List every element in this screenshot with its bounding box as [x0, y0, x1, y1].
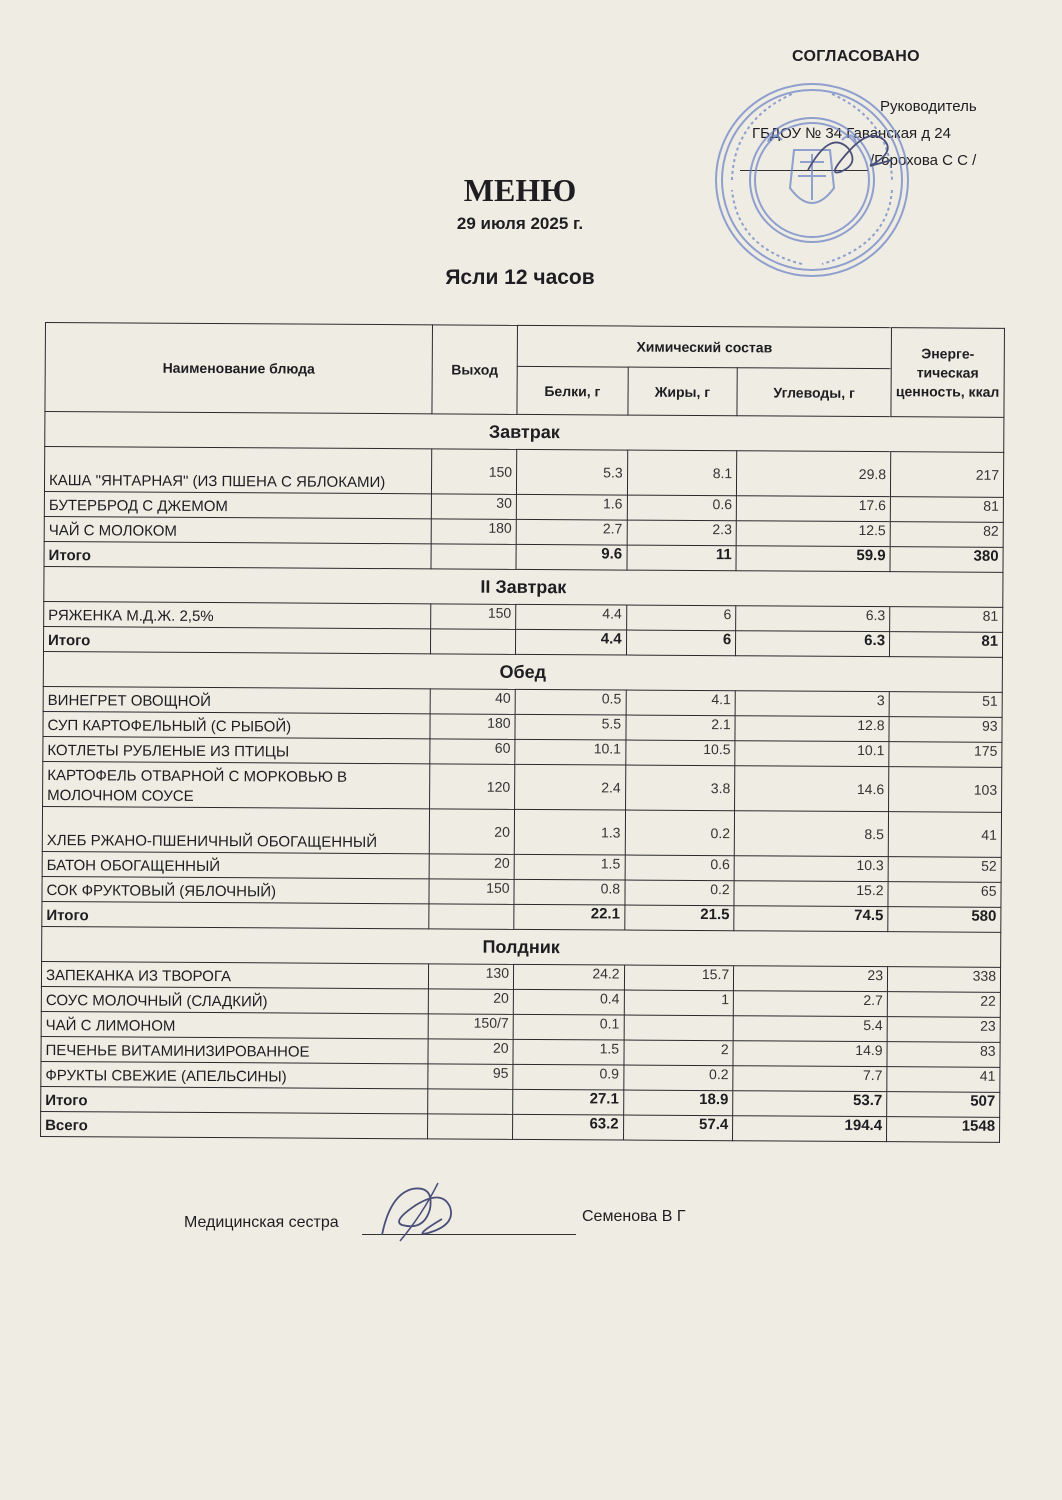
- dish-carbs: 7.7: [733, 1066, 887, 1092]
- dish-row: [42, 806, 1001, 857]
- total-protein: 4.4: [515, 629, 626, 655]
- total-energy: 507: [887, 1092, 1000, 1118]
- col-header-carbs: Углеводы, г: [737, 368, 891, 416]
- dish-carbs: 5.4: [733, 1016, 887, 1042]
- nurse-name: Семенова В Г: [582, 1208, 686, 1225]
- dish-carbs: 2.7: [733, 991, 887, 1017]
- col-header-yield: Выход: [432, 325, 518, 415]
- grand-total-carbs: 194.4: [733, 1116, 887, 1142]
- total-energy: 580: [888, 907, 1001, 933]
- dish-yield: 150: [429, 879, 514, 905]
- dish-fat: 1: [624, 990, 734, 1016]
- section-row: [44, 566, 1003, 607]
- grand-total-row: [41, 1111, 1000, 1142]
- col-header-fat: Жиры, г: [628, 368, 738, 416]
- dish-carbs: 10.3: [734, 856, 888, 882]
- grand-total-yield-empty: [428, 1114, 513, 1140]
- dish-carbs: 12.8: [735, 716, 889, 742]
- col-header-energy: Энерге- тическая ценность, ккал: [891, 328, 1005, 418]
- total-carbs: 6.3: [736, 631, 890, 657]
- total-yield-empty: [430, 629, 515, 655]
- dish-fat: 0.2: [625, 810, 735, 856]
- dish-fat: 10.5: [625, 740, 735, 766]
- head-position: Руководитель: [880, 98, 977, 115]
- dish-yield: 150: [431, 449, 516, 495]
- dish-fat: [624, 1015, 734, 1041]
- total-energy: 380: [890, 547, 1003, 573]
- total-label: Итого: [41, 1086, 428, 1113]
- grand-total-fat: 57.4: [623, 1115, 733, 1141]
- dish-carbs: 12.5: [736, 521, 890, 547]
- col-header-protein: Белки, г: [517, 367, 628, 415]
- dish-name: КАРТОФЕЛЬ ОТВАРНОЙ С МОРКОВЬЮ В МОЛОЧНОМ СОУСЕ: [43, 761, 430, 808]
- menu-table: [40, 322, 1005, 1143]
- dish-name: ЧАЙ С МОЛОКОМ: [44, 516, 431, 543]
- total-protein: 22.1: [514, 904, 625, 930]
- total-protein: 9.6: [516, 544, 627, 570]
- dish-energy: 93: [889, 717, 1002, 743]
- dish-carbs: 14.6: [735, 766, 889, 812]
- grand-total-energy: 1548: [887, 1117, 1000, 1143]
- dish-energy: 23: [887, 1017, 1000, 1043]
- dish-name: ПЕЧЕНЬЕ ВИТАМИНИЗИРОВАННОЕ: [41, 1036, 428, 1063]
- dish-energy: 51: [889, 692, 1002, 718]
- dish-protein: 2.4: [515, 764, 626, 810]
- dish-carbs: 17.6: [736, 496, 890, 522]
- group-name: Ясли 12 часов: [445, 266, 595, 289]
- dish-energy: 82: [890, 522, 1003, 548]
- total-fat: 11: [627, 545, 737, 571]
- section-title: Полдник: [42, 926, 1001, 967]
- menu-body: [41, 412, 1004, 1143]
- dish-protein: 1.5: [513, 1039, 624, 1065]
- col-header-chem: Химический состав: [517, 325, 891, 369]
- dish-carbs: 15.2: [734, 881, 888, 907]
- total-fat: 21.5: [624, 905, 734, 931]
- dish-yield: 20: [429, 854, 514, 880]
- dish-protein: 2.7: [516, 519, 627, 545]
- dish-fat: 4.1: [626, 690, 736, 716]
- dish-energy: 65: [888, 882, 1001, 908]
- total-fat: 18.9: [623, 1090, 733, 1116]
- dish-energy: 175: [889, 742, 1002, 768]
- dish-protein: 0.5: [515, 689, 626, 715]
- dish-fat: 3.8: [625, 765, 735, 811]
- dish-fat: 0.6: [627, 495, 737, 521]
- total-fat: 6: [626, 630, 736, 656]
- dish-name: КАША "ЯНТАРНАЯ" (ИЗ ПШЕНА С ЯБЛОКАМИ): [44, 447, 431, 494]
- dish-row: [43, 761, 1002, 812]
- dish-name: СОУС МОЛОЧНЫЙ (СЛАДКИЙ): [41, 986, 428, 1013]
- dish-energy: 103: [889, 767, 1002, 813]
- dish-yield: 60: [430, 739, 515, 765]
- section-row: [42, 926, 1001, 967]
- section-title: Обед: [43, 651, 1002, 692]
- dish-fat: 15.7: [624, 965, 734, 991]
- dish-yield: 120: [430, 764, 515, 810]
- approval-label: СОГЛАСОВАНО: [792, 48, 920, 65]
- head-name: /Горохова С С /: [870, 152, 977, 169]
- dish-name: КОТЛЕТЫ РУБЛЕНЫЕ ИЗ ПТИЦЫ: [43, 736, 430, 763]
- total-label: Итого: [42, 901, 429, 928]
- dish-name: РЯЖЕНКА М.Д.Ж. 2,5%: [44, 601, 431, 628]
- dish-protein: 0.8: [514, 879, 625, 905]
- dish-carbs: 8.5: [734, 811, 888, 857]
- dish-carbs: 23: [734, 966, 888, 992]
- dish-yield: 130: [428, 964, 513, 990]
- dish-carbs: 29.8: [737, 451, 891, 497]
- total-carbs: 59.9: [736, 546, 890, 572]
- dish-protein: 0.4: [513, 989, 624, 1015]
- total-label: Итого: [44, 541, 431, 568]
- dish-fat: 0.6: [625, 855, 735, 881]
- total-carbs: 74.5: [734, 906, 888, 932]
- dish-yield: 95: [428, 1064, 513, 1090]
- dish-carbs: 6.3: [736, 606, 890, 632]
- dish-name: ЧАЙ С ЛИМОНОМ: [41, 1011, 428, 1038]
- dish-fat: 0.2: [625, 880, 735, 906]
- dish-yield: 20: [429, 809, 514, 855]
- dish-energy: 52: [888, 857, 1001, 883]
- dish-protein: 0.9: [513, 1064, 624, 1090]
- dish-fat: 2.3: [627, 520, 737, 546]
- dish-energy: 83: [887, 1042, 1000, 1068]
- dish-protein: 1.6: [516, 494, 627, 520]
- dish-protein: 10.1: [515, 739, 626, 765]
- dish-protein: 0.1: [513, 1014, 624, 1040]
- section-title: Завтрак: [45, 412, 1004, 453]
- nurse-label: Медицинская сестра: [184, 1214, 339, 1231]
- dish-fat: 8.1: [627, 450, 737, 496]
- grand-total-label: Всего: [41, 1111, 428, 1138]
- dish-carbs: 14.9: [733, 1041, 887, 1067]
- section-title: II Завтрак: [44, 566, 1003, 607]
- dish-energy: 217: [890, 452, 1003, 498]
- dish-protein: 1.5: [514, 854, 625, 880]
- dish-protein: 4.4: [516, 604, 627, 630]
- organization-name: ГБДОУ № 34 Гаванская д 24: [752, 125, 951, 142]
- dish-carbs: 3: [735, 691, 889, 717]
- dish-name: ФРУКТЫ СВЕЖИЕ (АПЕЛЬСИНЫ): [41, 1061, 428, 1088]
- dish-name: ЗАПЕКАНКА ИЗ ТВОРОГА: [41, 961, 428, 988]
- menu-date: 29 июля 2025 г.: [456, 214, 584, 233]
- col-header-name: Наименование блюда: [45, 323, 433, 414]
- total-carbs: 53.7: [733, 1091, 887, 1117]
- nurse-signature: [372, 1175, 462, 1250]
- dish-yield: 180: [430, 714, 515, 740]
- dish-yield: 180: [431, 519, 516, 545]
- dish-yield: 150/7: [428, 1014, 513, 1040]
- dish-protein: 1.3: [514, 809, 625, 855]
- dish-name: ХЛЕБ РЖАНО-ПШЕНИЧНЫЙ ОБОГАЩЕННЫЙ: [42, 806, 429, 853]
- dish-protein: 5.3: [516, 449, 627, 495]
- section-row: [43, 651, 1002, 692]
- dish-energy: 81: [890, 607, 1003, 633]
- dish-energy: 41: [888, 812, 1001, 858]
- dish-yield: 40: [430, 689, 515, 715]
- dish-carbs: 10.1: [735, 741, 889, 767]
- total-protein: 27.1: [513, 1089, 624, 1115]
- total-yield-empty: [428, 1089, 513, 1115]
- dish-yield: 20: [428, 989, 513, 1015]
- dish-name: БАТОН ОБОГАЩЕННЫЙ: [42, 851, 429, 878]
- total-yield-empty: [429, 904, 514, 930]
- dish-yield: 30: [431, 494, 516, 520]
- dish-energy: 338: [887, 967, 1000, 993]
- dish-fat: 2: [624, 1040, 734, 1066]
- dish-yield: 150: [431, 604, 516, 630]
- total-label: Итого: [43, 626, 430, 653]
- dish-name: СУП КАРТОФЕЛЬНЫЙ (С РЫБОЙ): [43, 711, 430, 738]
- dish-protein: 24.2: [513, 964, 624, 990]
- total-yield-empty: [431, 544, 516, 570]
- dish-name: ВИНЕГРЕТ ОВОЩНОЙ: [43, 686, 430, 713]
- dish-yield: 20: [428, 1039, 513, 1065]
- total-energy: 81: [889, 632, 1002, 658]
- dish-name: БУТЕРБРОД С ДЖЕМОМ: [44, 491, 431, 518]
- dish-row: [44, 447, 1003, 498]
- grand-total-protein: 63.2: [513, 1114, 624, 1140]
- dish-energy: 81: [890, 497, 1003, 523]
- dish-name: СОК ФРУКТОВЫЙ (ЯБЛОЧНЫЙ): [42, 876, 429, 903]
- page-title: МЕНЮ: [463, 172, 577, 208]
- dish-fat: 6: [626, 605, 736, 631]
- section-row: [45, 412, 1004, 453]
- dish-fat: 2.1: [626, 715, 736, 741]
- dish-protein: 5.5: [515, 714, 626, 740]
- dish-energy: 41: [887, 1067, 1000, 1093]
- dish-energy: 22: [887, 992, 1000, 1018]
- dish-fat: 0.2: [623, 1065, 733, 1091]
